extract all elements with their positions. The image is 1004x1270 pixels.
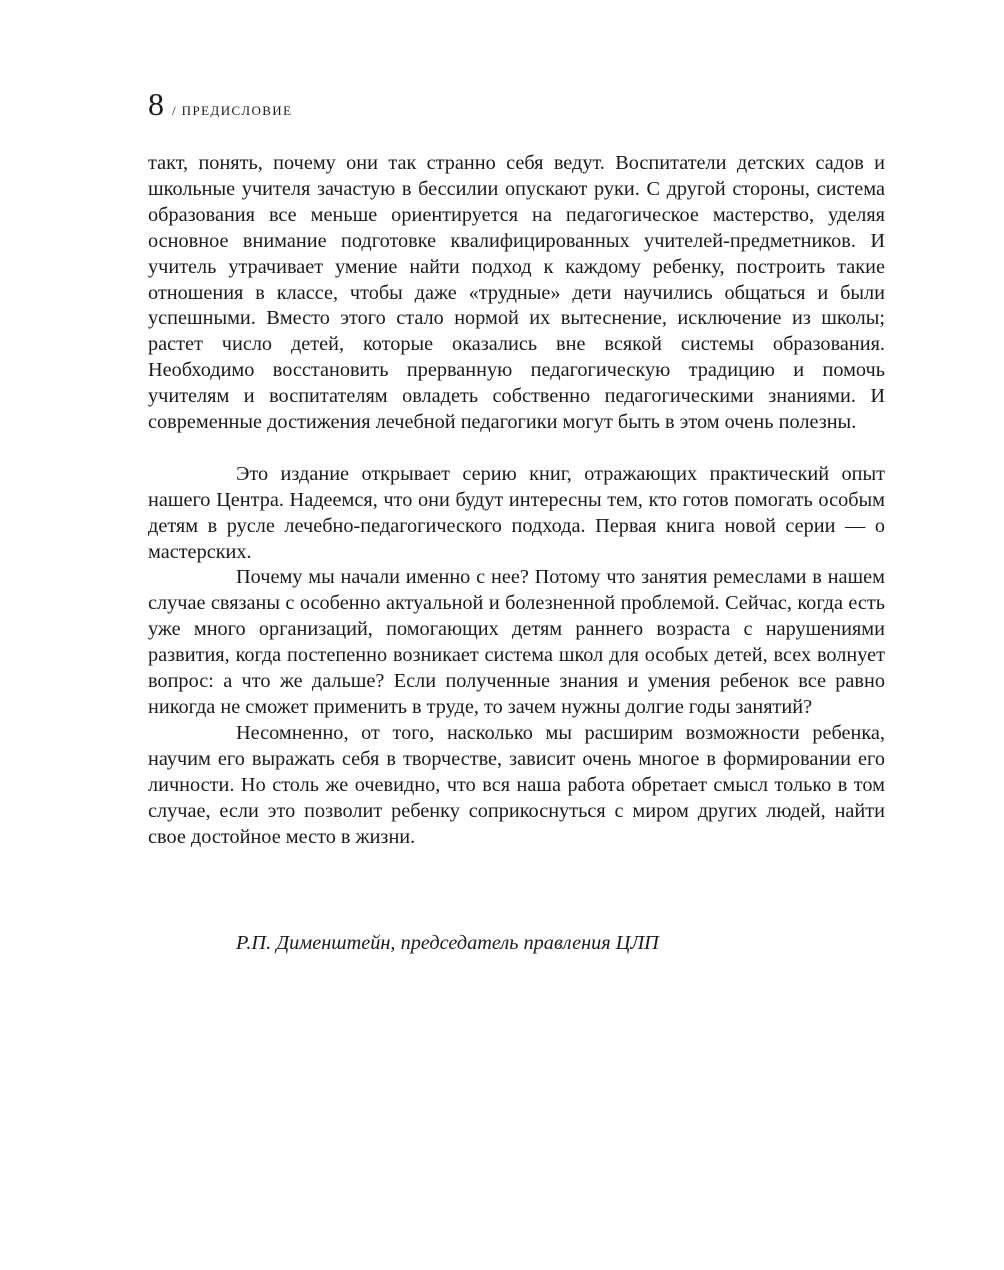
running-head [148,84,292,124]
body-text [148,151,885,850]
author-signature: Р.П. Дименштейн, председатель правления ЦЛП [236,932,659,954]
paragraph: Это издание открывает серию книг, отражающих практический опыт нашего Центра. Надеемся, что они будут интересны тем, кто готов помогать особым детям в русле лечебно-педагогического подхода. Первая книга новой серии — о мастерских. [148,462,885,563]
paragraph: Почему мы начали именно с нее? Потому что занятия ремеслами в нашем случае связаны с особенно актуальной и болезненной проблемой. Сейчас, когда есть уже много организаций, помогающих детям раннего возраста с нарушениями развития, когда постепенно возникает система школ для особых детей, всех волнует вопрос: а что же дальше? Если полученные знания и умения ребенок все равно никогда не сможет применить в труде, то зачем нужны долгие годы занятий? [148,566,885,719]
paragraph: такт, понять, почему они так странно себя ведут. Воспитатели детских садов и школьные учителя зачастую в бессилии опускают руки. С другой стороны, система образования все меньше ориентируется на педагогическое мастерство, уделяя основное внимание подготовке квалифицированных учителей-предметников. И учитель утрачивает умение найти подход к каждому ребенку, построить такие отношения в классе, чтобы даже «трудные» дети научились общаться и были успешными. Вместо этого стало нормой их вытеснение, исключение из школы; растет число детей, которые оказались вне всякой системы образования. Необходимо восстановить прерванную педагогическую традицию и помочь учителям и воспитателям овладеть собственно педагогическими знаниями. И современные достижения лечебной педагогики могут быть в этом очень полезны. [148,152,885,434]
section-title: / ПРЕДИСЛОВИЕ [172,103,293,118]
paragraph: Несомненно, от того, насколько мы расширим возможности ребенка, научим его выражать себя в творчестве, зависит очень многое в формировании его личности. Но столь же очевидно, что вся наша работа обретает смысл только в том случае, если это позволит ребенку соприкоснуться с миром других людей, найти свое достойное место в жизни. [148,721,885,848]
page-number: 8 [148,86,164,122]
